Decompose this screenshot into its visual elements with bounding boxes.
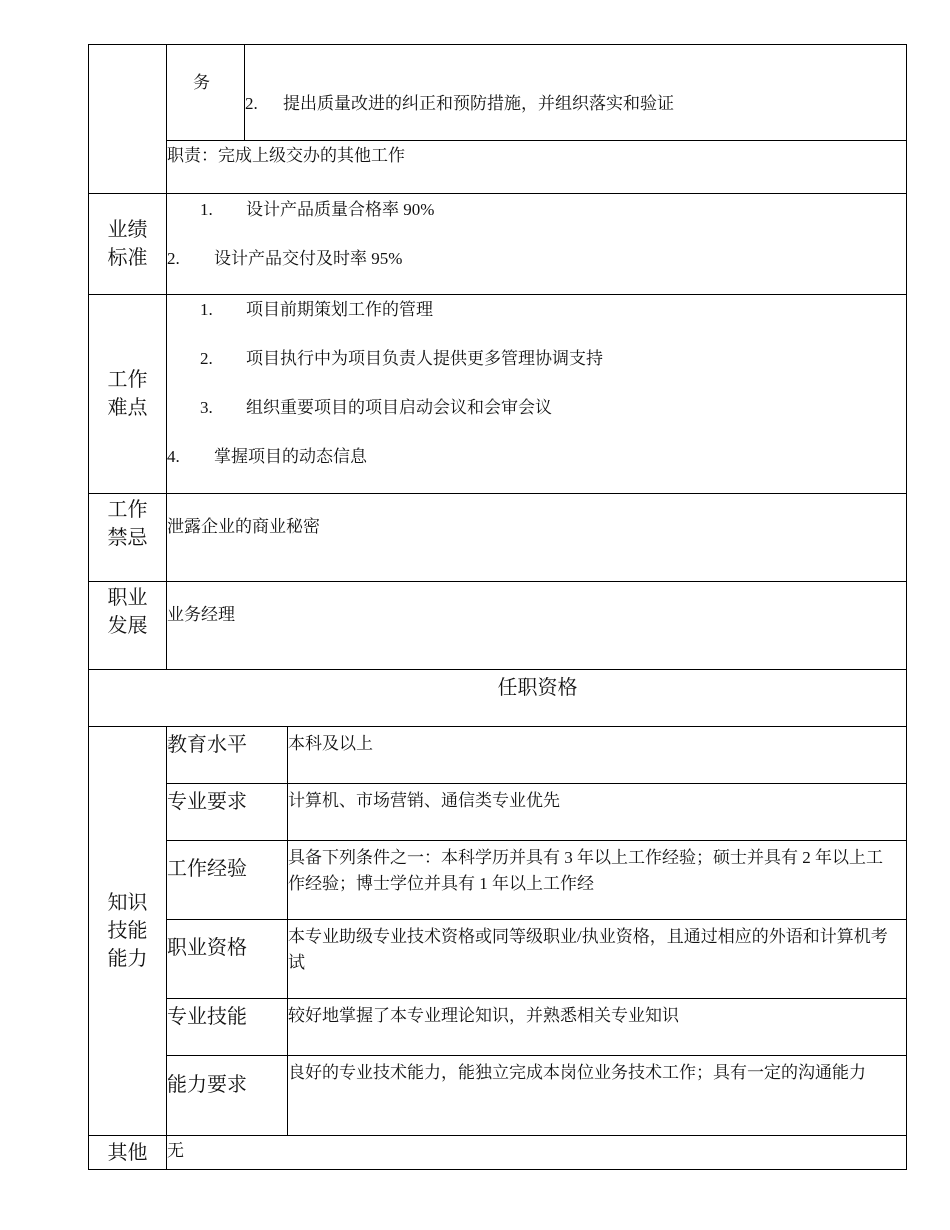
skills-label-cell — [166, 998, 288, 1056]
difficulty-item-3-text: 组织重要项目的项目启动会议和会审会议 — [246, 398, 552, 417]
skills-value: 较好地掌握了本专业理论知识，并熟悉相关专业知识 — [288, 1006, 679, 1025]
performance-item-2-text: 设计产品交付及时率 95% — [214, 249, 403, 268]
knowledge-label-line1: 知识 — [107, 892, 148, 914]
certification-label: 职业资格 — [167, 937, 247, 959]
performance-content-cell — [166, 193, 907, 295]
taboos-label-cell — [88, 493, 167, 582]
performance-label-cell — [88, 193, 167, 295]
education-value-cell — [287, 726, 907, 784]
knowledge-label-line2: 技能 — [107, 920, 148, 942]
skills-label: 专业技能 — [167, 1006, 247, 1028]
difficulties-content-cell — [166, 294, 907, 494]
taboos-label-line1: 工作 — [107, 499, 148, 521]
certification-value: 本专业助级专业技术资格或同等级职业/执业资格，且通过相应的外语和计算机考试 — [288, 927, 888, 972]
difficulty-item-4-text: 掌握项目的动态信息 — [214, 447, 367, 466]
career-text: 业务经理 — [167, 605, 235, 624]
difficulties-label-line2: 难点 — [107, 397, 148, 419]
ability-value-cell — [287, 1055, 907, 1136]
education-label-cell — [166, 726, 288, 784]
major-value: 计算机、市场营销、通信类专业优先 — [288, 791, 560, 810]
ability-label-cell — [166, 1055, 288, 1136]
career-content-cell — [166, 581, 907, 670]
taboos-label-line2: 禁忌 — [107, 527, 148, 549]
duty-item-2-number: 2. — [245, 94, 258, 113]
major-value-cell — [287, 783, 907, 841]
duty-item-2-text: 提出质量改进的纠正和预防措施，并组织落实和验证 — [283, 94, 674, 113]
difficulty-item-1-text: 项目前期策划工作的管理 — [246, 300, 433, 319]
other-label-cell — [88, 1135, 167, 1170]
top-left-empty-cell — [88, 44, 167, 194]
certification-value-cell — [287, 919, 907, 999]
taboos-text: 泄露企业的商业秘密 — [167, 517, 320, 536]
performance-item-2-number: 2. — [167, 249, 180, 268]
major-label-cell — [166, 783, 288, 841]
career-label-line1: 职业 — [107, 587, 148, 609]
other-duty-text: 职责：完成上级交办的其他工作 — [167, 146, 405, 165]
education-label: 教育水平 — [167, 734, 247, 756]
ability-value: 良好的专业技术能力，能独立完成本岗位业务技术工作；具有一定的沟通能力 — [288, 1063, 866, 1082]
experience-value: 具备下列条件之一：本科学历并具有 3 年以上工作经验；硕士并具有 2 年以上工作经验；博士学位并具有 1 年以上工作经 — [288, 848, 883, 893]
experience-label: 工作经验 — [167, 858, 247, 880]
skills-value-cell — [287, 998, 907, 1056]
performance-label-line1: 业绩 — [107, 219, 148, 241]
career-label-line2: 发展 — [107, 615, 148, 637]
difficulties-label-line1: 工作 — [107, 369, 148, 391]
qualifications-header: 任职资格 — [497, 677, 578, 699]
difficulty-item-4-number: 4. — [167, 447, 180, 466]
ability-label: 能力要求 — [167, 1073, 247, 1096]
certification-label-cell — [166, 919, 288, 999]
duty-item-2-cell — [244, 44, 907, 141]
performance-label-line2: 标准 — [107, 247, 148, 269]
difficulty-item-1-number: 1. — [200, 300, 213, 319]
knowledge-label-line3: 能力 — [107, 948, 148, 970]
performance-item-1-number: 1. — [200, 200, 213, 219]
knowledge-label-cell — [88, 726, 167, 1136]
difficulty-item-3-number: 3. — [200, 398, 213, 417]
difficulties-label-cell — [88, 294, 167, 494]
other-value-cell — [166, 1135, 907, 1170]
other-label: 其他 — [107, 1141, 148, 1164]
difficulty-item-2-number: 2. — [200, 349, 213, 368]
qualifications-header-cell — [88, 669, 907, 727]
experience-label-cell — [166, 840, 288, 920]
education-value: 本科及以上 — [288, 734, 373, 753]
performance-item-1-text: 设计产品质量合格率 90% — [246, 200, 435, 219]
difficulty-item-2-text: 项目执行中为项目负责人提供更多管理协调支持 — [246, 349, 603, 368]
experience-value-cell — [287, 840, 907, 920]
top-sub-label-cell — [166, 44, 245, 141]
other-duty-cell — [166, 140, 907, 194]
career-label-cell — [88, 581, 167, 670]
other-value: 无 — [167, 1141, 184, 1160]
taboos-content-cell — [166, 493, 907, 582]
top-sub-label: 务 — [193, 73, 210, 92]
major-label: 专业要求 — [167, 791, 247, 813]
